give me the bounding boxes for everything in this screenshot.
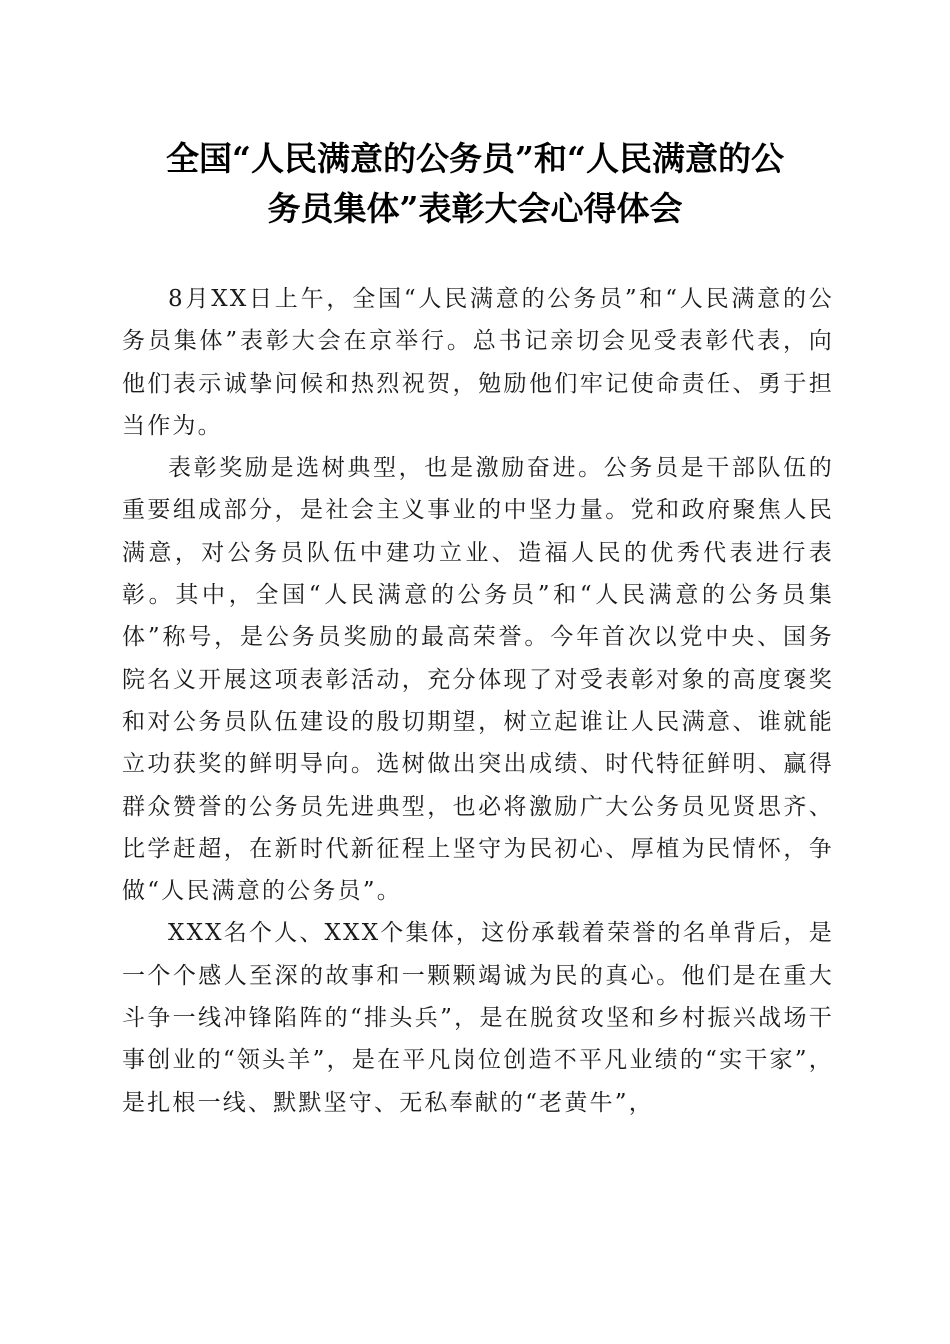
paragraph-3: XXX名个人、XXX个集体，这份承载着荣誉的名单背后，是一个个感人至深的故事和一颗颗竭诚为民的真心。他们是在重大斗争一线冲锋陷阵的“排头兵”，是在脱贫攻坚和乡村振兴战场干事创业的“领头羊”，是在平凡岗位创造不平凡业绩的“实干家”，是扎根一线、默默坚守、无私奉献的“老黄牛”，: [122, 920, 834, 1116]
title-line-2: 务员集体”表彰大会心得体会: [267, 189, 683, 228]
document-title: [95, 134, 855, 234]
paragraph-1: 8月XX日上午，全国“人民满意的公务员”和“人民满意的公务员集体”表彰大会在京举行。总书记亲切会见受表彰代表，向他们表示诚挚问候和热烈祝贺，勉励他们牢记使命责任、勇于担当作为。: [122, 286, 834, 439]
title-line-1: 全国“人民满意的公务员”和“人民满意的公: [166, 139, 784, 178]
document-body: [122, 278, 834, 1124]
paragraph-2: 表彰奖励是选树典型，也是激励奋进。公务员是干部队伍的重要组成部分，是社会主义事业的中坚力量。党和政府聚焦人民满意，对公务员队伍中建功立业、造福人民的优秀代表进行表彰。其中，全国“人民满意的公务员”和“人民满意的公务员集体”称号，是公务员奖励的最高荣誉。今年首次以党中央、国务院名义开展这项表彰活动，充分体现了对受表彰对象的高度褒奖和对公务员队伍建设的殷切期望，树立起谁让人民满意、谁就能立功获奖的鲜明导向。选树做出突出成绩、时代特征鲜明、赢得群众赞誉的公务员先进典型，也必将激励广大公务员见贤思齐、比学赶超，在新时代新征程上坚守为民初心、厚植为民情怀，争做“人民满意的公务员”。: [122, 455, 834, 905]
